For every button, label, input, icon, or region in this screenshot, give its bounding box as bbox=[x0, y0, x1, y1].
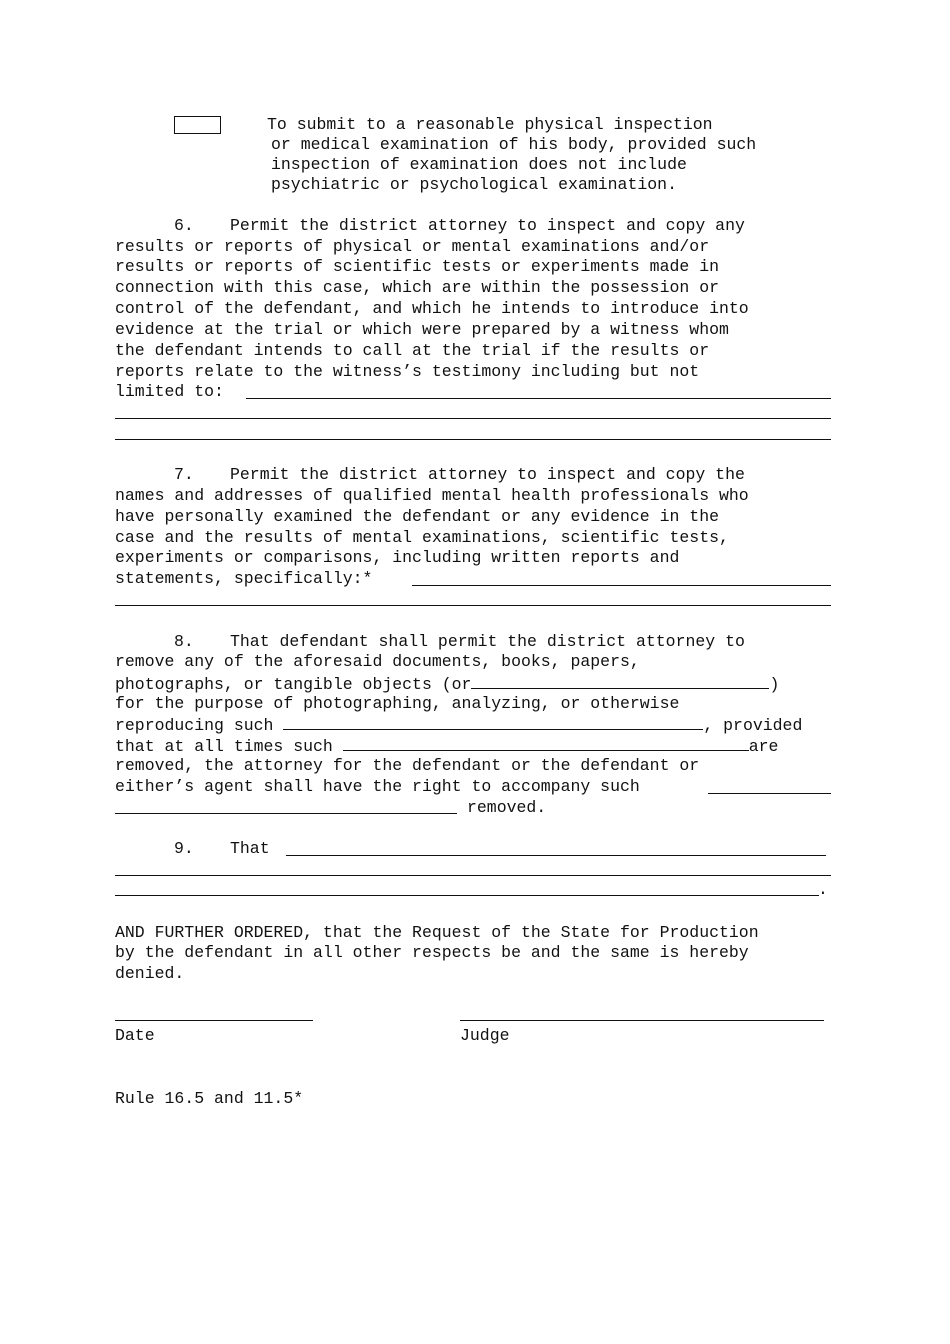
item-8-line-1: That defendant shall permit the district attorney to bbox=[230, 632, 745, 651]
rule-reference: Rule 16.5 and 11.5* bbox=[115, 1089, 304, 1108]
item-8-number: 8. bbox=[174, 632, 194, 651]
item-8-accompany-blank-1[interactable] bbox=[708, 793, 831, 794]
item-6-line-3: results or reports of scientific tests or experiments made in bbox=[115, 257, 719, 276]
item-7-line-5: experiments or comparisons, including written reports and bbox=[115, 548, 680, 567]
item-6-line-4: connection with this case, which are within the possession or bbox=[115, 278, 719, 297]
item-8-line-6-text: that at all times such bbox=[115, 737, 333, 756]
item-8-times-blank[interactable] bbox=[343, 735, 749, 751]
item-6-line-8: reports relate to the witness’s testimony including but not bbox=[115, 362, 700, 381]
item-9-label: That bbox=[230, 839, 270, 858]
item-8-line-5-text: reproducing such bbox=[115, 716, 274, 735]
item-6-line-7: the defendant intends to call at the trial if the results or bbox=[115, 341, 710, 360]
item-8-line-6 bbox=[115, 735, 778, 757]
item-6-line-9: limited to: bbox=[115, 382, 224, 401]
item-6-blank-2[interactable] bbox=[115, 418, 831, 419]
item-8-line-5-end: , provided bbox=[703, 716, 803, 735]
item-6-line-1: Permit the district attorney to inspect and copy any bbox=[230, 216, 745, 235]
judge-label: Judge bbox=[460, 1026, 510, 1045]
further-ordered-line-1: AND FURTHER ORDERED, that the Request of the State for Production bbox=[115, 923, 759, 942]
item-9-blank-1[interactable] bbox=[286, 855, 826, 856]
item-8-line-5 bbox=[115, 714, 802, 736]
item-6-blank-3[interactable] bbox=[115, 439, 831, 440]
item-9-period: . bbox=[818, 880, 828, 899]
checkbox-text-line-2: or medical examination of his body, provided such bbox=[271, 135, 757, 154]
date-label: Date bbox=[115, 1026, 155, 1045]
item-7-line-6: statements, specifically:* bbox=[115, 569, 373, 588]
item-8-line-4: for the purpose of photographing, analyzing, or otherwise bbox=[115, 694, 680, 713]
item-6-number: 6. bbox=[174, 216, 194, 235]
item-8-objects-blank[interactable] bbox=[471, 673, 769, 689]
item-7-line-1: Permit the district attorney to inspect and copy the bbox=[230, 465, 745, 484]
further-ordered-line-3: denied. bbox=[115, 964, 185, 983]
checkbox-text-line-3: inspection of examination does not include bbox=[271, 155, 687, 174]
item-6-line-5: control of the defendant, and which he intends to introduce into bbox=[115, 299, 749, 318]
item-8-line-2: remove any of the aforesaid documents, books, papers, bbox=[115, 652, 640, 671]
item-7-blank-2[interactable] bbox=[115, 605, 831, 606]
physical-inspection-checkbox[interactable] bbox=[174, 116, 221, 134]
judge-signature-line[interactable] bbox=[460, 1020, 824, 1021]
item-8-line-3 bbox=[115, 673, 779, 695]
further-ordered-line-2: by the defendant in all other respects be and the same is hereby bbox=[115, 943, 749, 962]
item-8-line-3-text: photographs, or tangible objects (or bbox=[115, 675, 472, 694]
checkbox-text-line-1: To submit to a reasonable physical inspection bbox=[267, 115, 713, 134]
checkbox-text-line-4: psychiatric or psychological examination. bbox=[271, 175, 677, 194]
item-7-number: 7. bbox=[174, 465, 194, 484]
item-9-blank-3[interactable] bbox=[115, 895, 819, 896]
item-8-line-3-close: ) bbox=[769, 675, 780, 694]
item-7-blank-1[interactable] bbox=[412, 585, 831, 586]
item-9-blank-2[interactable] bbox=[115, 875, 831, 876]
item-8-accompany-blank-2[interactable] bbox=[115, 813, 457, 814]
item-8-line-7: removed, the attorney for the defendant or the defendant or bbox=[115, 756, 700, 775]
item-9-number: 9. bbox=[174, 839, 194, 858]
item-6-line-6: evidence at the trial or which were prepared by a witness whom bbox=[115, 320, 729, 339]
item-7-line-2: names and addresses of qualified mental health professionals who bbox=[115, 486, 749, 505]
item-6-line-2: results or reports of physical or mental examinations and/or bbox=[115, 237, 710, 256]
item-7-line-4: case and the results of mental examinations, scientific tests, bbox=[115, 528, 729, 547]
item-8-line-9: removed. bbox=[467, 798, 547, 817]
item-8-line-8: either’s agent shall have the right to accompany such bbox=[115, 777, 640, 796]
item-6-blank-1[interactable] bbox=[246, 398, 831, 399]
item-8-reproducing-blank[interactable] bbox=[283, 714, 703, 730]
item-8-line-6-end: are bbox=[748, 737, 779, 756]
date-signature-line[interactable] bbox=[115, 1020, 313, 1021]
item-7-line-3: have personally examined the defendant or any evidence in the bbox=[115, 507, 719, 526]
